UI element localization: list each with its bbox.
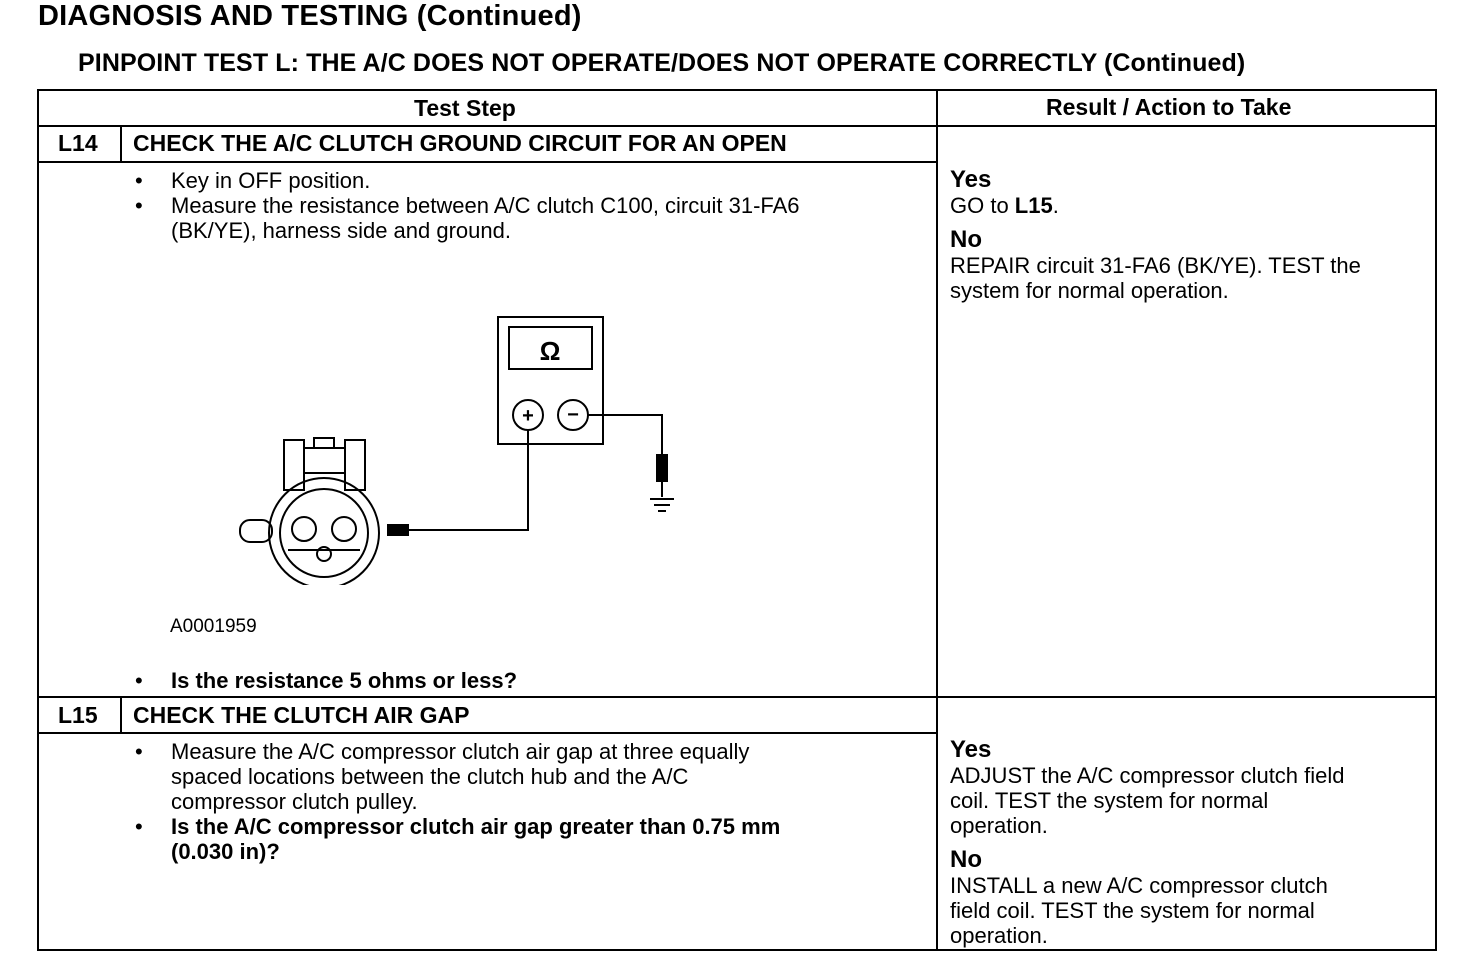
- plus-sign: +: [522, 405, 534, 427]
- bullet-marker: •: [135, 168, 143, 193]
- bullet-marker: •: [135, 814, 143, 839]
- step-l14-bullet-1: Key in OFF position.: [171, 168, 371, 193]
- clutch-connector-icon: [269, 478, 379, 585]
- l14-no-label: No: [950, 226, 982, 253]
- l15-yes-text-1: ADJUST the A/C compressor clutch field: [950, 763, 1345, 788]
- l14-no-text-2: system for normal operation.: [950, 278, 1229, 303]
- step-l15-question-2: (0.030 in)?: [171, 839, 280, 864]
- l15-no-label: No: [950, 846, 982, 873]
- step-l15-question-1: Is the A/C compressor clutch air gap greater than 0.75 mm: [171, 814, 781, 839]
- step-title-l14: CHECK THE A/C CLUTCH GROUND CIRCUIT FOR AN OPEN: [133, 130, 787, 156]
- column-header-test-step: Test Step: [414, 95, 516, 121]
- l15-yes-label: Yes: [950, 736, 992, 763]
- column-header-result: Result / Action to Take: [1046, 94, 1292, 120]
- step-l15-bullet-1: Measure the A/C compressor clutch air gap at three equally: [171, 739, 750, 764]
- l15-yes-text-2: coil. TEST the system for normal: [950, 788, 1269, 813]
- step-l14-bullet-2: Measure the resistance between A/C clutch C100, circuit 31-FA6: [171, 193, 800, 218]
- step-l14-bullet-2-cont: (BK/YE), harness side and ground.: [171, 218, 511, 243]
- ohm-symbol: Ω: [539, 336, 561, 366]
- bullet-marker: •: [135, 739, 143, 764]
- l14-no-text-1: REPAIR circuit 31-FA6 (BK/YE). TEST the: [950, 253, 1361, 278]
- ohmmeter-diagram: [200, 305, 680, 585]
- minus-sign: −: [567, 404, 579, 426]
- pinpoint-test-title: PINPOINT TEST L: THE A/C DOES NOT OPERATE/DOES NOT OPERATE CORRECTLY (Continued): [78, 49, 1246, 77]
- bullet-marker: •: [135, 193, 143, 218]
- l15-no-text-2: field coil. TEST the system for normal: [950, 898, 1315, 923]
- bullet-marker: •: [135, 668, 143, 693]
- page-title: DIAGNOSIS AND TESTING (Continued): [38, 0, 582, 32]
- l14-yes-text: GO to L15.: [950, 193, 1059, 218]
- l15-no-text-1: INSTALL a new A/C compressor clutch: [950, 873, 1328, 898]
- step-l15-bullet-1-cont2: compressor clutch pulley.: [171, 789, 418, 814]
- step-id-l14: L14: [58, 130, 98, 156]
- step-l15-bullet-1-cont: spaced locations between the clutch hub and the A/C: [171, 764, 689, 789]
- step-title-l15: CHECK THE CLUTCH AIR GAP: [133, 702, 470, 728]
- l14-yes-label: Yes: [950, 166, 992, 193]
- l15-no-text-3: operation.: [950, 923, 1048, 948]
- figure-id: A0001959: [170, 616, 257, 637]
- l14-yes-ref: L15: [1014, 193, 1053, 218]
- step-l14-question: Is the resistance 5 ohms or less?: [171, 668, 518, 693]
- step-id-l15: L15: [58, 702, 98, 728]
- l15-yes-text-3: operation.: [950, 813, 1048, 838]
